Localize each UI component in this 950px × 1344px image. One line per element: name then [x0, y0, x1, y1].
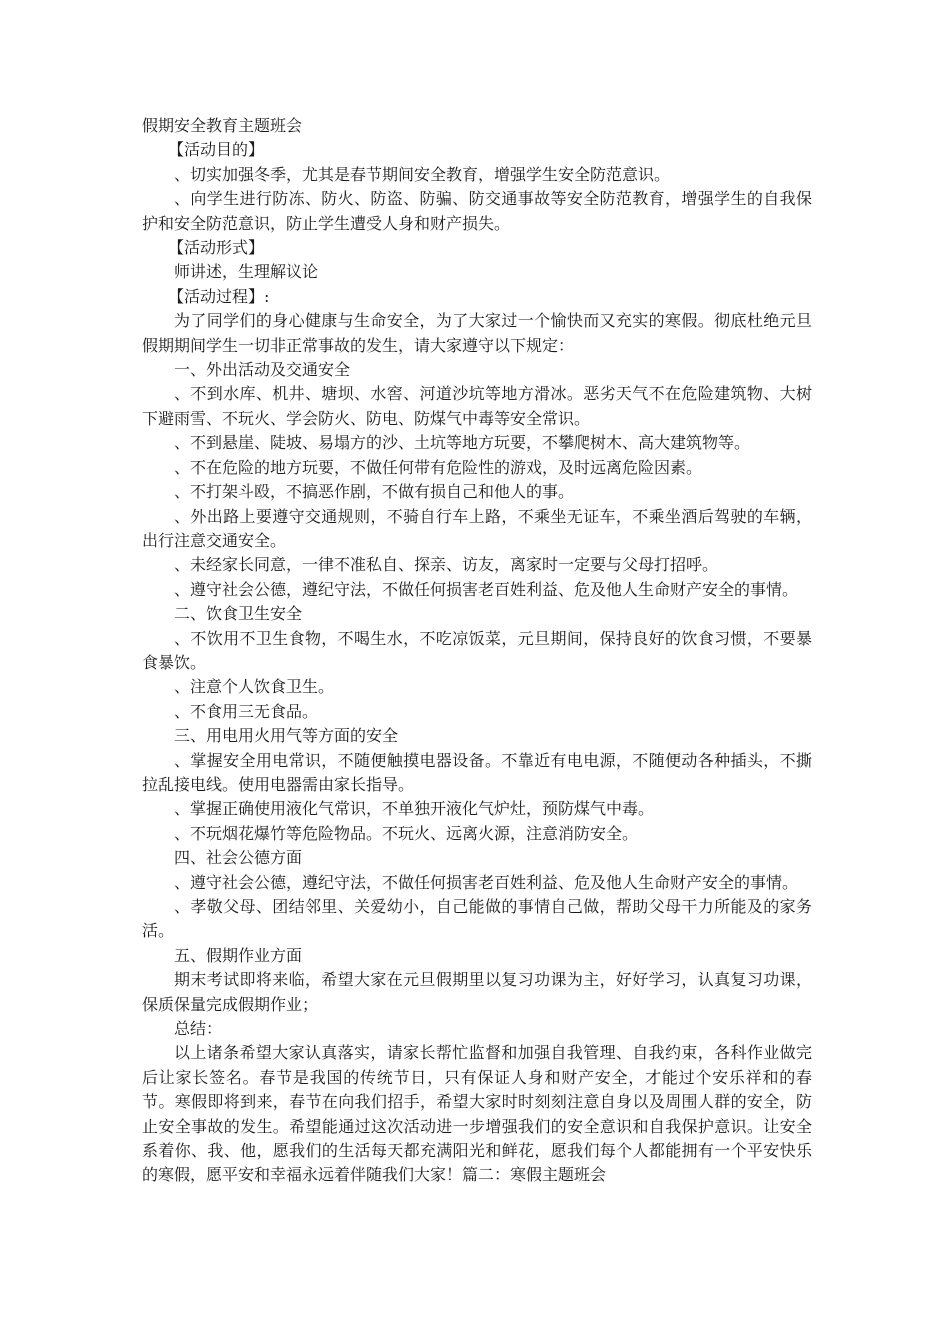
section-heading: 五、假期作业方面	[174, 945, 303, 965]
list-item: 、不饮用不卫生食物，不喝生水，不吃凉饭菜，元旦期间，保持良好的饮食习惯，不要暴食暴饮。	[142, 628, 812, 672]
list-item: 、不到悬崖、陡坡、易塌方的沙、土坑等地方玩要，不攀爬树木、高大建筑物等。	[174, 433, 751, 453]
section-heading: 三、用电用火用气等方面的安全	[174, 726, 399, 746]
paragraph: 期末考试即将来临，希望大家在元旦假期里以复习功课为主，好好学习，认真复习功课，保质保量完成假期作业；	[142, 970, 812, 1014]
list-item: 、不玩烟花爆竹等危险物品。不玩火、远离火源，注意消防安全。	[174, 823, 639, 843]
section-heading: 四、社会公德方面	[174, 848, 303, 868]
paragraph: 、切实加强冬季，尤其是春节期间安全教育，增强学生安全防范意识。	[174, 164, 671, 184]
summary-paragraph: 以上诸条希望大家认真落实，请家长帮忙监督和加强自我管理、自我约束，各科作业做完后让家长签名。春节是我国的传统节日，只有保证人身和财产安全，才能过个安乐祥和的春节。寒假即将到来，春节在向我们招手，希望大家时时刻刻注意自身以及周围人群的安全，防止安全事故的发生。希望能通过这次活动进一步增强我们的安全意识和自我保护意识。让安全系着你、我、他，愿我们的生活每天都充满阳光和鲜花，愿我们每个人都能拥有一个平安快乐的寒假，愿平安和幸福永远着伴随我们大家！篇二：寒假主题班会	[142, 1043, 812, 1185]
list-item: 、不打架斗殴，不搞恶作剧，不做有损自己和他人的事。	[174, 482, 575, 502]
list-item: 、掌握安全用电常识，不随便触摸电器设备。不靠近有电电源，不随便动各种插头，不撕拉乱接电线。使用电器需由家长指导。	[142, 750, 812, 794]
list-item: 、掌握正确使用液化气常识，不单独开液化气炉灶，预防煤气中毒。	[174, 799, 655, 819]
list-item: 、注意个人饮食卫生。	[174, 677, 335, 697]
summary-heading: 总结：	[174, 1019, 223, 1039]
section-heading: 二、饮食卫生安全	[174, 604, 303, 624]
list-item: 、未经家长同意，一律不准私自、探亲、访友，离家时一定要与父母打招呼。	[174, 555, 719, 575]
list-item: 、不到水库、机井、塘坝、水窖、河道沙坑等地方滑冰。恶劣天气不在危险建筑物、大树下避雨雪、不玩火、学会防火、防电、防煤气中毒等安全常识。	[142, 384, 812, 428]
paragraph: 为了同学们的身心健康与生命安全，为了大家过一个愉快而又充实的寒假。彻底杜绝元旦假期期间学生一切非正常事故的发生，请大家遵守以下规定：	[142, 311, 812, 355]
document-title: 假期安全教育主题班会	[142, 116, 303, 135]
list-item: 、不在危险的地方玩要，不做任何带有危险性的游戏，及时远离危险因素。	[174, 457, 703, 477]
heading-activity-purpose: 【活动目的】	[168, 140, 265, 160]
list-item: 、外出路上要遵守交通规则，不骑自行车上路，不乘坐无证车，不乘坐酒后驾驶的车辆，出行注意交通安全。	[142, 506, 812, 550]
document-body	[142, 114, 812, 1188]
list-item: 、孝敬父母、团结邻里、关爱幼小，自己能做的事情自己做，帮助父母干力所能及的家务活。	[142, 897, 812, 941]
heading-activity-process: 【活动过程】:	[168, 286, 270, 306]
list-item: 、不食用三无食品。	[174, 701, 319, 721]
paragraph: 、向学生进行防冻、防火、防盗、防骗、防交通事故等安全防范教育，增强学生的自我保护和安全防范意识，防止学生遭受人身和财产损失。	[142, 189, 812, 233]
list-item: 、遵守社会公德，遵纪守法，不做任何损害老百姓利益、危及他人生命财产安全的事情。	[174, 872, 799, 892]
list-item: 、遵守社会公德，遵纪守法，不做任何损害老百姓利益、危及他人生命财产安全的事情。	[174, 579, 799, 599]
section-heading: 一、外出活动及交通安全	[174, 360, 351, 380]
paragraph: 师讲述，生理解议论	[174, 262, 319, 282]
heading-activity-form: 【活动形式】	[168, 238, 265, 258]
